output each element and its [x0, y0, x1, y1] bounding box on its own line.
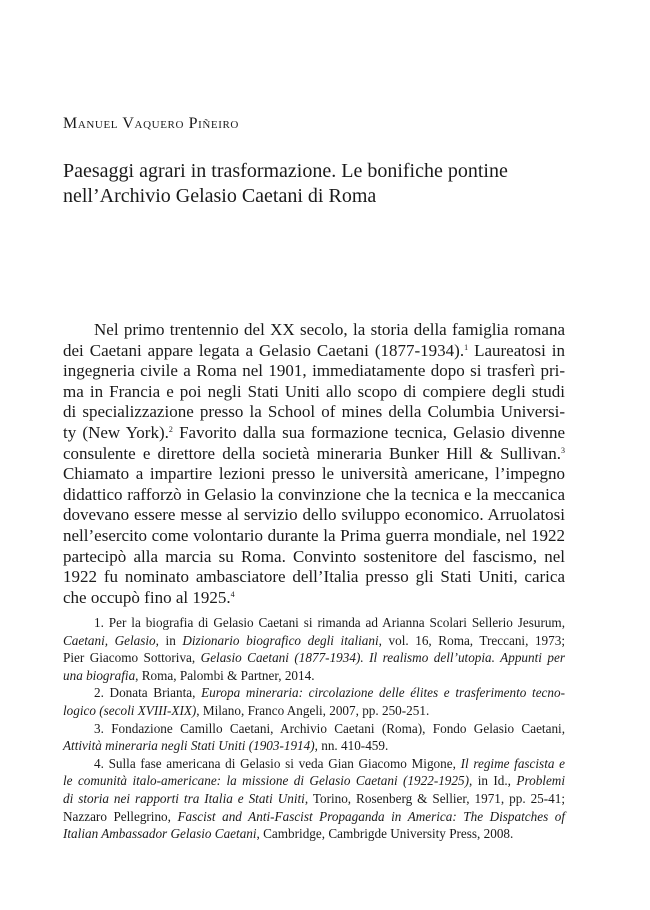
body-line: Nel primo trentennio del XX secolo, la storia della famiglia romana	[94, 320, 565, 339]
body-line	[63, 423, 565, 444]
body-text-segment: che occupò fino al 1925.	[63, 587, 231, 607]
body-line: ingegneria civile a Roma nel 1901, immediatamente dopo si trasferì pri-	[63, 361, 565, 381]
footnote-line	[63, 702, 565, 720]
footnote-italic: Attività mineraria negli Stati Uniti (1903-1914)	[63, 738, 315, 754]
body-text-segment: Favorito dalla sua formazione tecnica, Gelasio divenne	[179, 422, 565, 442]
footnote-text: , Milano, Franco Angeli, 2007, pp. 250-251.	[196, 702, 430, 718]
footnote-italic: Il regime fascista e	[460, 755, 565, 771]
footnote-italic: logico (secoli XVIII-XIX)	[63, 702, 197, 718]
footnote-line	[63, 772, 565, 790]
body-text-segment: ty (New York).	[63, 422, 169, 442]
footnote-line: 1. Per la biografia di Gelasio Caetani si rimanda ad Arianna Scolari Sellerio Jesurum,	[94, 615, 565, 630]
body-line	[63, 444, 565, 465]
footnote-italic: le comunità italo-americane: la missione di Gelasio Caetani (1922-1925)	[63, 773, 469, 789]
footnote-text: 2. Donata Brianta,	[94, 685, 202, 701]
body-line: di specializzazione presso la School of mines della Columbia Universi-	[63, 402, 565, 422]
footnote-line	[63, 667, 565, 685]
body-line: didattico rafforzò in Gelasio la convinzione che la tecnica e la meccanica	[63, 484, 565, 504]
footnote-text: , in Id.,	[469, 773, 517, 789]
body-line	[63, 341, 565, 362]
footnote-line	[63, 825, 565, 843]
body-line: partecipò alla marcia su Roma. Convinto sostenitore del fascismo, nel	[63, 546, 565, 566]
body-line: 1922 fu nominato ambasciatore dell’Italia presso gli Stati Uniti, carica	[63, 567, 565, 587]
footnote-line	[63, 684, 565, 702]
footnote-italic: Caetani, Gelasio	[63, 632, 156, 648]
body-line: nell’esercito come volontario durante la Prima guerra mondiale, nel 1922	[63, 525, 565, 545]
footnote-italic: di storia nei rapporti tra Italia e Stati Uniti	[63, 790, 305, 806]
body-paragraph	[63, 320, 565, 608]
title-line: nell’Archivio Gelasio Caetani di Roma	[63, 185, 377, 207]
footnote-text: Pier Giacomo Sottoriva,	[63, 650, 201, 666]
footnote-line	[63, 737, 565, 755]
footnote-italic: Dizionario biografico degli italiani	[182, 632, 379, 648]
footnote-italic: Europa mineraria: circolazione delle élites e trasferimento tecno-	[201, 685, 565, 701]
footnote-ref: 3	[561, 445, 565, 455]
footnote-line	[63, 649, 565, 667]
footnote-italic: Fascist and Anti-Fascist Propaganda in America: The Dispatches of	[177, 808, 565, 824]
footnote-line	[63, 808, 565, 826]
footnote-line: 3. Fondazione Camillo Caetani, Archivio Caetani (Roma), Fondo Gelasio Caetani,	[94, 720, 565, 736]
footnote-text: , Cambridge, Cambrigde University Press, 2008.	[256, 826, 514, 842]
body-text-segment: Laureatosi in	[474, 340, 566, 360]
footnote-ref: 2	[168, 424, 173, 434]
article-title	[63, 159, 593, 209]
author-name: Manuel Vaquero Piñeiro	[63, 115, 239, 132]
footnote-text: , Torino, Rosenberg & Sellier, 1971, pp. 25-41;	[304, 790, 566, 806]
footnote-text: , nn. 410-459.	[314, 738, 389, 754]
footnote-ref: 1	[464, 342, 469, 352]
footnote-line	[63, 790, 565, 808]
footnote-italic: una biografia	[63, 667, 136, 683]
body-line: ma in Francia e poi negli Stati Uniti allo scopo di compiere degli studi	[63, 381, 565, 401]
body-text-segment: consulente e direttore della società mineraria Bunker Hill & Sullivan.	[63, 443, 561, 463]
footnote-ref: 4	[230, 589, 235, 599]
footnote-italic: Italian Ambassador Gelasio Caetani	[63, 826, 257, 842]
footnote-text: , in	[155, 632, 183, 648]
body-line: Chiamato a impartire lezioni presso le università americane, l’impegno	[63, 464, 565, 484]
footnote-line	[63, 755, 565, 773]
body-text-segment: dei Caetani appare legata a Gelasio Caetani (1877-1934).	[63, 340, 465, 360]
footnote-text: Nazzaro Pellegrino,	[63, 808, 178, 824]
title-line: Paesaggi agrari in trasformazione. Le bonifiche pontine	[63, 160, 508, 182]
footnote-italic: Problemi	[516, 773, 565, 789]
body-line	[63, 588, 565, 609]
footnote-text: , Roma, Palombi & Partner, 2014.	[135, 667, 315, 683]
footnote-text: , vol. 16, Roma, Treccani, 1973;	[378, 632, 565, 648]
footnotes	[63, 614, 565, 843]
body-line: dovevano essere messe al servizio dello sviluppo economico. Arruolatosi	[63, 505, 565, 525]
footnote-italic: Gelasio Caetani (1877-1934). Il realismo dell’utopia. Appunti per	[200, 650, 565, 666]
footnote-line	[63, 632, 565, 650]
footnote-text: 4. Sulla fase americana di Gelasio si veda Gian Giacomo Migone,	[94, 755, 461, 771]
